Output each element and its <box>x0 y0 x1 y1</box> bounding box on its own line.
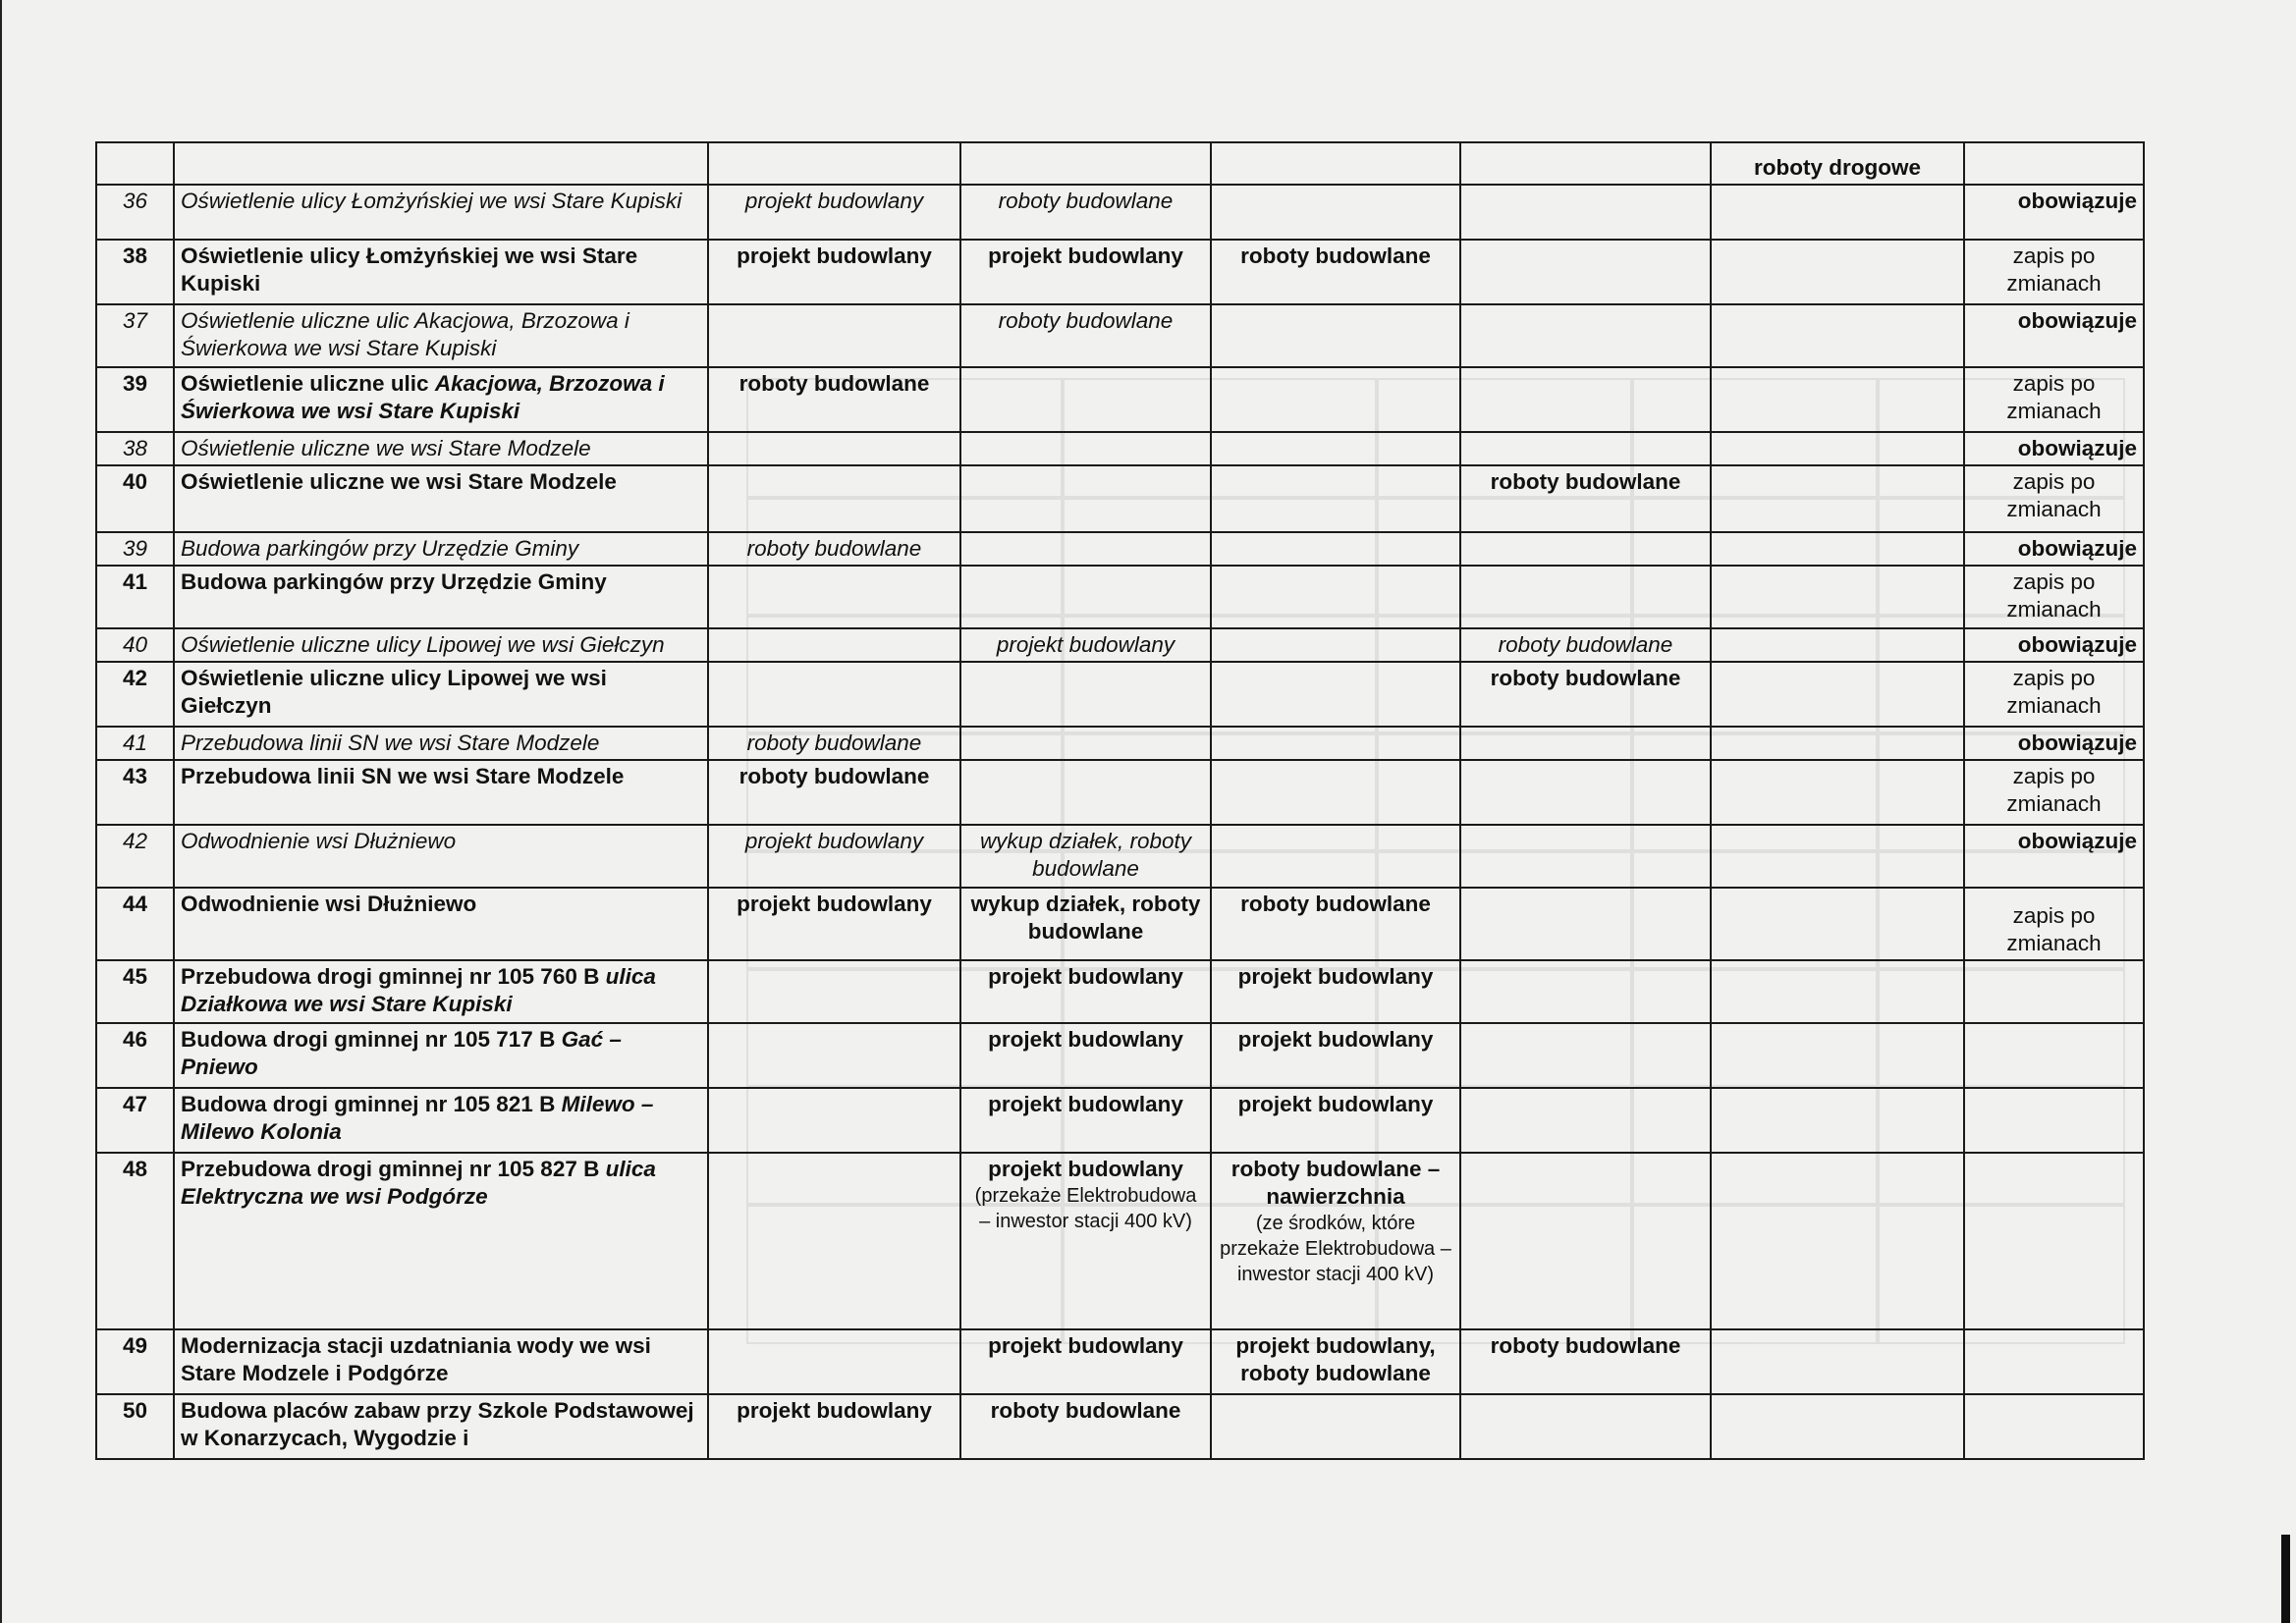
cell-c7 <box>1711 727 1964 760</box>
task-name-italic-part: Gać – Pniewo <box>181 1027 622 1079</box>
status-cell <box>1964 1153 2144 1329</box>
cell-c7 <box>1711 240 1964 304</box>
table-row <box>96 662 2144 727</box>
cell-c7 <box>1711 1088 1964 1153</box>
cell-c3 <box>708 1023 960 1088</box>
cell-c7 <box>1711 760 1964 825</box>
table-row <box>96 960 2144 1023</box>
cell-c4: roboty budowlane <box>960 185 1211 240</box>
status-cell: zapis po zmianach <box>1964 662 2144 727</box>
cell-c3 <box>708 662 960 727</box>
cell-c4 <box>960 760 1211 825</box>
cell-c5 <box>1211 185 1460 240</box>
row-number: 49 <box>96 1329 174 1394</box>
task-name <box>174 1023 708 1088</box>
row-number: 41 <box>96 566 174 628</box>
task-name: Przebudowa linii SN we wsi Stare Modzele <box>174 760 708 825</box>
cell-c4: wykup działek, roboty budowlane <box>960 888 1211 960</box>
cell-c4: roboty budowlane <box>960 1394 1211 1459</box>
row-number: 43 <box>96 760 174 825</box>
task-name-italic-part: Milewo – Milewo Kolonia <box>181 1092 654 1144</box>
status-cell <box>1964 1329 2144 1394</box>
cell-c5: projekt budowlany <box>1211 1088 1460 1153</box>
task-name-part: Budowa drogi gminnej nr 105 821 B <box>181 1092 556 1116</box>
cell-c4: projekt budowlany <box>960 1329 1211 1394</box>
cell-c5 <box>1211 304 1460 367</box>
cell-c3 <box>708 304 960 367</box>
cell-c7 <box>1711 1153 1964 1329</box>
cell-c6 <box>1460 185 1711 240</box>
task-name: Odwodnienie wsi Dłużniewo <box>174 825 708 888</box>
cell-c3: roboty budowlane <box>708 760 960 825</box>
cell-c7 <box>1711 825 1964 888</box>
cell-c7 <box>1711 960 1964 1023</box>
cell-c6 <box>1460 532 1711 566</box>
cell-c6 <box>1460 1023 1711 1088</box>
cell-c6 <box>1460 566 1711 628</box>
cell-c3: projekt budowlany <box>708 888 960 960</box>
cell-c3 <box>708 432 960 465</box>
cell-c4 <box>960 662 1211 727</box>
task-name: Oświetlenie ulicy Łomżyńskiej we wsi Stare Kupiski <box>174 240 708 304</box>
cell-c6 <box>1460 1088 1711 1153</box>
table-row <box>96 1088 2144 1153</box>
cell-c5-note: (ze środków, które przekaże Elektrobudowa – inwestor stacji 400 kV) <box>1220 1213 1451 1285</box>
cell-c5 <box>1211 532 1460 566</box>
page-right-mark <box>2281 1535 2290 1623</box>
cell-c4: wykup działek, roboty budowlane <box>960 825 1211 888</box>
cell-c4 <box>960 367 1211 432</box>
table-row <box>96 727 2144 760</box>
cell-c7 <box>1711 888 1964 960</box>
table-row <box>96 628 2144 662</box>
row-number: 41 <box>96 727 174 760</box>
cell-c7 <box>1711 662 1964 727</box>
page-left-edge <box>0 0 2 1623</box>
row-number: 47 <box>96 1088 174 1153</box>
cell-c4 <box>960 566 1211 628</box>
cell-c4: projekt budowlany <box>960 1088 1211 1153</box>
cell-c6 <box>1460 825 1711 888</box>
table-header-row <box>96 142 2144 185</box>
row-number: 48 <box>96 1153 174 1329</box>
cell-c5: projekt budowlany <box>1211 1023 1460 1088</box>
table-row <box>96 185 2144 240</box>
table-cell <box>1211 142 1460 185</box>
cell-c7 <box>1711 566 1964 628</box>
cell-c5 <box>1211 628 1460 662</box>
task-name-italic-part: Akacjowa, Brzozowa i Świerkowa we wsi Stare Kupiski <box>181 371 665 423</box>
row-number: 46 <box>96 1023 174 1088</box>
cell-c6 <box>1460 367 1711 432</box>
task-name <box>174 960 708 1023</box>
task-name: Budowa parkingów przy Urzędzie Gminy <box>174 532 708 566</box>
cell-c5 <box>1211 566 1460 628</box>
cell-c4 <box>960 432 1211 465</box>
cell-c7 <box>1711 185 1964 240</box>
cell-c4 <box>960 532 1211 566</box>
cell-c6 <box>1460 1153 1711 1329</box>
cell-c7 <box>1711 304 1964 367</box>
cell-c7 <box>1711 432 1964 465</box>
cell-c5-main: roboty budowlane – nawierzchnia <box>1230 1157 1441 1209</box>
cell-c6 <box>1460 432 1711 465</box>
task-name-part: Oświetlenie uliczne ulic <box>181 371 429 396</box>
cell-c7 <box>1711 1023 1964 1088</box>
cell-c3 <box>708 960 960 1023</box>
row-number: 50 <box>96 1394 174 1459</box>
task-name: Oświetlenie uliczne we wsi Stare Modzele <box>174 465 708 532</box>
cell-c6 <box>1460 960 1711 1023</box>
row-number: 44 <box>96 888 174 960</box>
cell-c6 <box>1460 727 1711 760</box>
header-roboty-drogowe: roboty drogowe <box>1711 142 1964 185</box>
task-name-part: Przebudowa drogi gminnej nr 105 760 B <box>181 964 600 989</box>
cell-c4: projekt budowlany <box>960 240 1211 304</box>
table-row <box>96 240 2144 304</box>
table-row <box>96 1153 2144 1329</box>
table-row <box>96 1023 2144 1088</box>
task-name: Budowa parkingów przy Urzędzie Gminy <box>174 566 708 628</box>
row-number: 42 <box>96 662 174 727</box>
cell-c6 <box>1460 304 1711 367</box>
cell-c4 <box>960 1153 1211 1329</box>
investment-table <box>95 141 2145 1460</box>
cell-c7 <box>1711 367 1964 432</box>
cell-c5 <box>1211 1394 1460 1459</box>
status-cell: obowiązuje <box>1964 432 2144 465</box>
status-cell <box>1964 1394 2144 1459</box>
table-row <box>96 888 2144 960</box>
cell-c3 <box>708 566 960 628</box>
task-name: Oświetlenie uliczne ulic Akacjowa, Brzozowa i Świerkowa we wsi Stare Kupiski <box>174 304 708 367</box>
table-row <box>96 825 2144 888</box>
table-cell <box>96 142 174 185</box>
task-name: Odwodnienie wsi Dłużniewo <box>174 888 708 960</box>
cell-c3: roboty budowlane <box>708 367 960 432</box>
table-cell <box>960 142 1211 185</box>
cell-c6: roboty budowlane <box>1460 1329 1711 1394</box>
task-name: Przebudowa linii SN we wsi Stare Modzele <box>174 727 708 760</box>
status-cell: obowiązuje <box>1964 304 2144 367</box>
cell-c5: projekt budowlany <box>1211 960 1460 1023</box>
status-cell: obowiązuje <box>1964 185 2144 240</box>
status-cell: obowiązuje <box>1964 825 2144 888</box>
row-number: 39 <box>96 367 174 432</box>
cell-c3: projekt budowlany <box>708 1394 960 1459</box>
task-name: Oświetlenie uliczne we wsi Stare Modzele <box>174 432 708 465</box>
cell-c4-main: projekt budowlany <box>988 1157 1183 1181</box>
cell-c3: projekt budowlany <box>708 240 960 304</box>
cell-c7 <box>1711 465 1964 532</box>
cell-c5 <box>1211 760 1460 825</box>
status-cell: zapis po zmianach <box>1964 240 2144 304</box>
status-cell <box>1964 960 2144 1023</box>
task-name-part: Budowa drogi gminnej nr 105 717 B <box>181 1027 556 1052</box>
table-cell <box>1460 142 1711 185</box>
table-row <box>96 367 2144 432</box>
cell-c5 <box>1211 662 1460 727</box>
table-cell <box>708 142 960 185</box>
task-name: Oświetlenie ulicy Łomżyńskiej we wsi Stare Kupiski <box>174 185 708 240</box>
row-number: 37 <box>96 304 174 367</box>
cell-c4: roboty budowlane <box>960 304 1211 367</box>
task-name: Modernizacja stacji uzdatniania wody we wsi Stare Modzele i Podgórze <box>174 1329 708 1394</box>
row-number: 38 <box>96 432 174 465</box>
status-cell: zapis po zmianach <box>1964 465 2144 532</box>
cell-c7 <box>1711 1394 1964 1459</box>
cell-c3: roboty budowlane <box>708 532 960 566</box>
row-number: 36 <box>96 185 174 240</box>
table-row <box>96 566 2144 628</box>
table-row <box>96 532 2144 566</box>
task-name-part: Przebudowa drogi gminnej nr 105 827 B <box>181 1157 600 1181</box>
task-name <box>174 367 708 432</box>
cell-c3 <box>708 1329 960 1394</box>
row-number: 38 <box>96 240 174 304</box>
task-name: Budowa placów zabaw przy Szkole Podstawowej w Konarzycach, Wygodzie i <box>174 1394 708 1459</box>
cell-c6: roboty budowlane <box>1460 465 1711 532</box>
status-cell: obowiązuje <box>1964 628 2144 662</box>
cell-c3 <box>708 1088 960 1153</box>
status-cell: obowiązuje <box>1964 532 2144 566</box>
task-name-italic-part: ulica Elektryczna we wsi Podgórze <box>181 1157 656 1209</box>
cell-c7 <box>1711 628 1964 662</box>
task-name <box>174 1088 708 1153</box>
cell-c7 <box>1711 532 1964 566</box>
table-row <box>96 432 2144 465</box>
cell-c6 <box>1460 240 1711 304</box>
row-number: 40 <box>96 628 174 662</box>
task-name: Oświetlenie uliczne ulicy Lipowej we wsi Giełczyn <box>174 628 708 662</box>
cell-c5: projekt budowlany, roboty budowlane <box>1211 1329 1460 1394</box>
cell-c4: projekt budowlany <box>960 960 1211 1023</box>
cell-c6: roboty budowlane <box>1460 662 1711 727</box>
cell-c3 <box>708 628 960 662</box>
cell-c6 <box>1460 888 1711 960</box>
table-row <box>96 1329 2144 1394</box>
row-number: 45 <box>96 960 174 1023</box>
row-number: 40 <box>96 465 174 532</box>
status-cell: zapis po zmianach <box>1964 888 2144 960</box>
status-cell: zapis po zmianach <box>1964 367 2144 432</box>
cell-c4: projekt budowlany <box>960 1023 1211 1088</box>
status-cell: zapis po zmianach <box>1964 566 2144 628</box>
table-row <box>96 1394 2144 1459</box>
status-cell <box>1964 1023 2144 1088</box>
status-cell <box>1964 1088 2144 1153</box>
cell-c7 <box>1711 1329 1964 1394</box>
cell-c4: projekt budowlany <box>960 628 1211 662</box>
table-row <box>96 760 2144 825</box>
row-number: 42 <box>96 825 174 888</box>
cell-c5 <box>1211 432 1460 465</box>
cell-c5: roboty budowlane <box>1211 240 1460 304</box>
cell-c5 <box>1211 825 1460 888</box>
status-cell: obowiązuje <box>1964 727 2144 760</box>
cell-c5 <box>1211 727 1460 760</box>
cell-c5 <box>1211 465 1460 532</box>
row-number: 39 <box>96 532 174 566</box>
cell-c3 <box>708 1153 960 1329</box>
cell-c6: roboty budowlane <box>1460 628 1711 662</box>
status-cell: zapis po zmianach <box>1964 760 2144 825</box>
cell-c3: projekt budowlany <box>708 825 960 888</box>
task-name <box>174 1153 708 1329</box>
cell-c3 <box>708 465 960 532</box>
cell-c5 <box>1211 1153 1460 1329</box>
task-name: Oświetlenie uliczne ulicy Lipowej we wsi Giełczyn <box>174 662 708 727</box>
table-cell <box>174 142 708 185</box>
table-cell <box>1964 142 2144 185</box>
task-name-italic-part: ulica Działkowa we wsi Stare Kupiski <box>181 964 656 1016</box>
cell-c4 <box>960 465 1211 532</box>
cell-c5 <box>1211 367 1460 432</box>
table-row <box>96 304 2144 367</box>
cell-c3: roboty budowlane <box>708 727 960 760</box>
cell-c6 <box>1460 760 1711 825</box>
cell-c4 <box>960 727 1211 760</box>
cell-c5: roboty budowlane <box>1211 888 1460 960</box>
cell-c3: projekt budowlany <box>708 185 960 240</box>
cell-c4-note: (przekaże Elektrobudowa – inwestor stacji 400 kV) <box>974 1185 1197 1232</box>
table-row <box>96 465 2144 532</box>
cell-c6 <box>1460 1394 1711 1459</box>
